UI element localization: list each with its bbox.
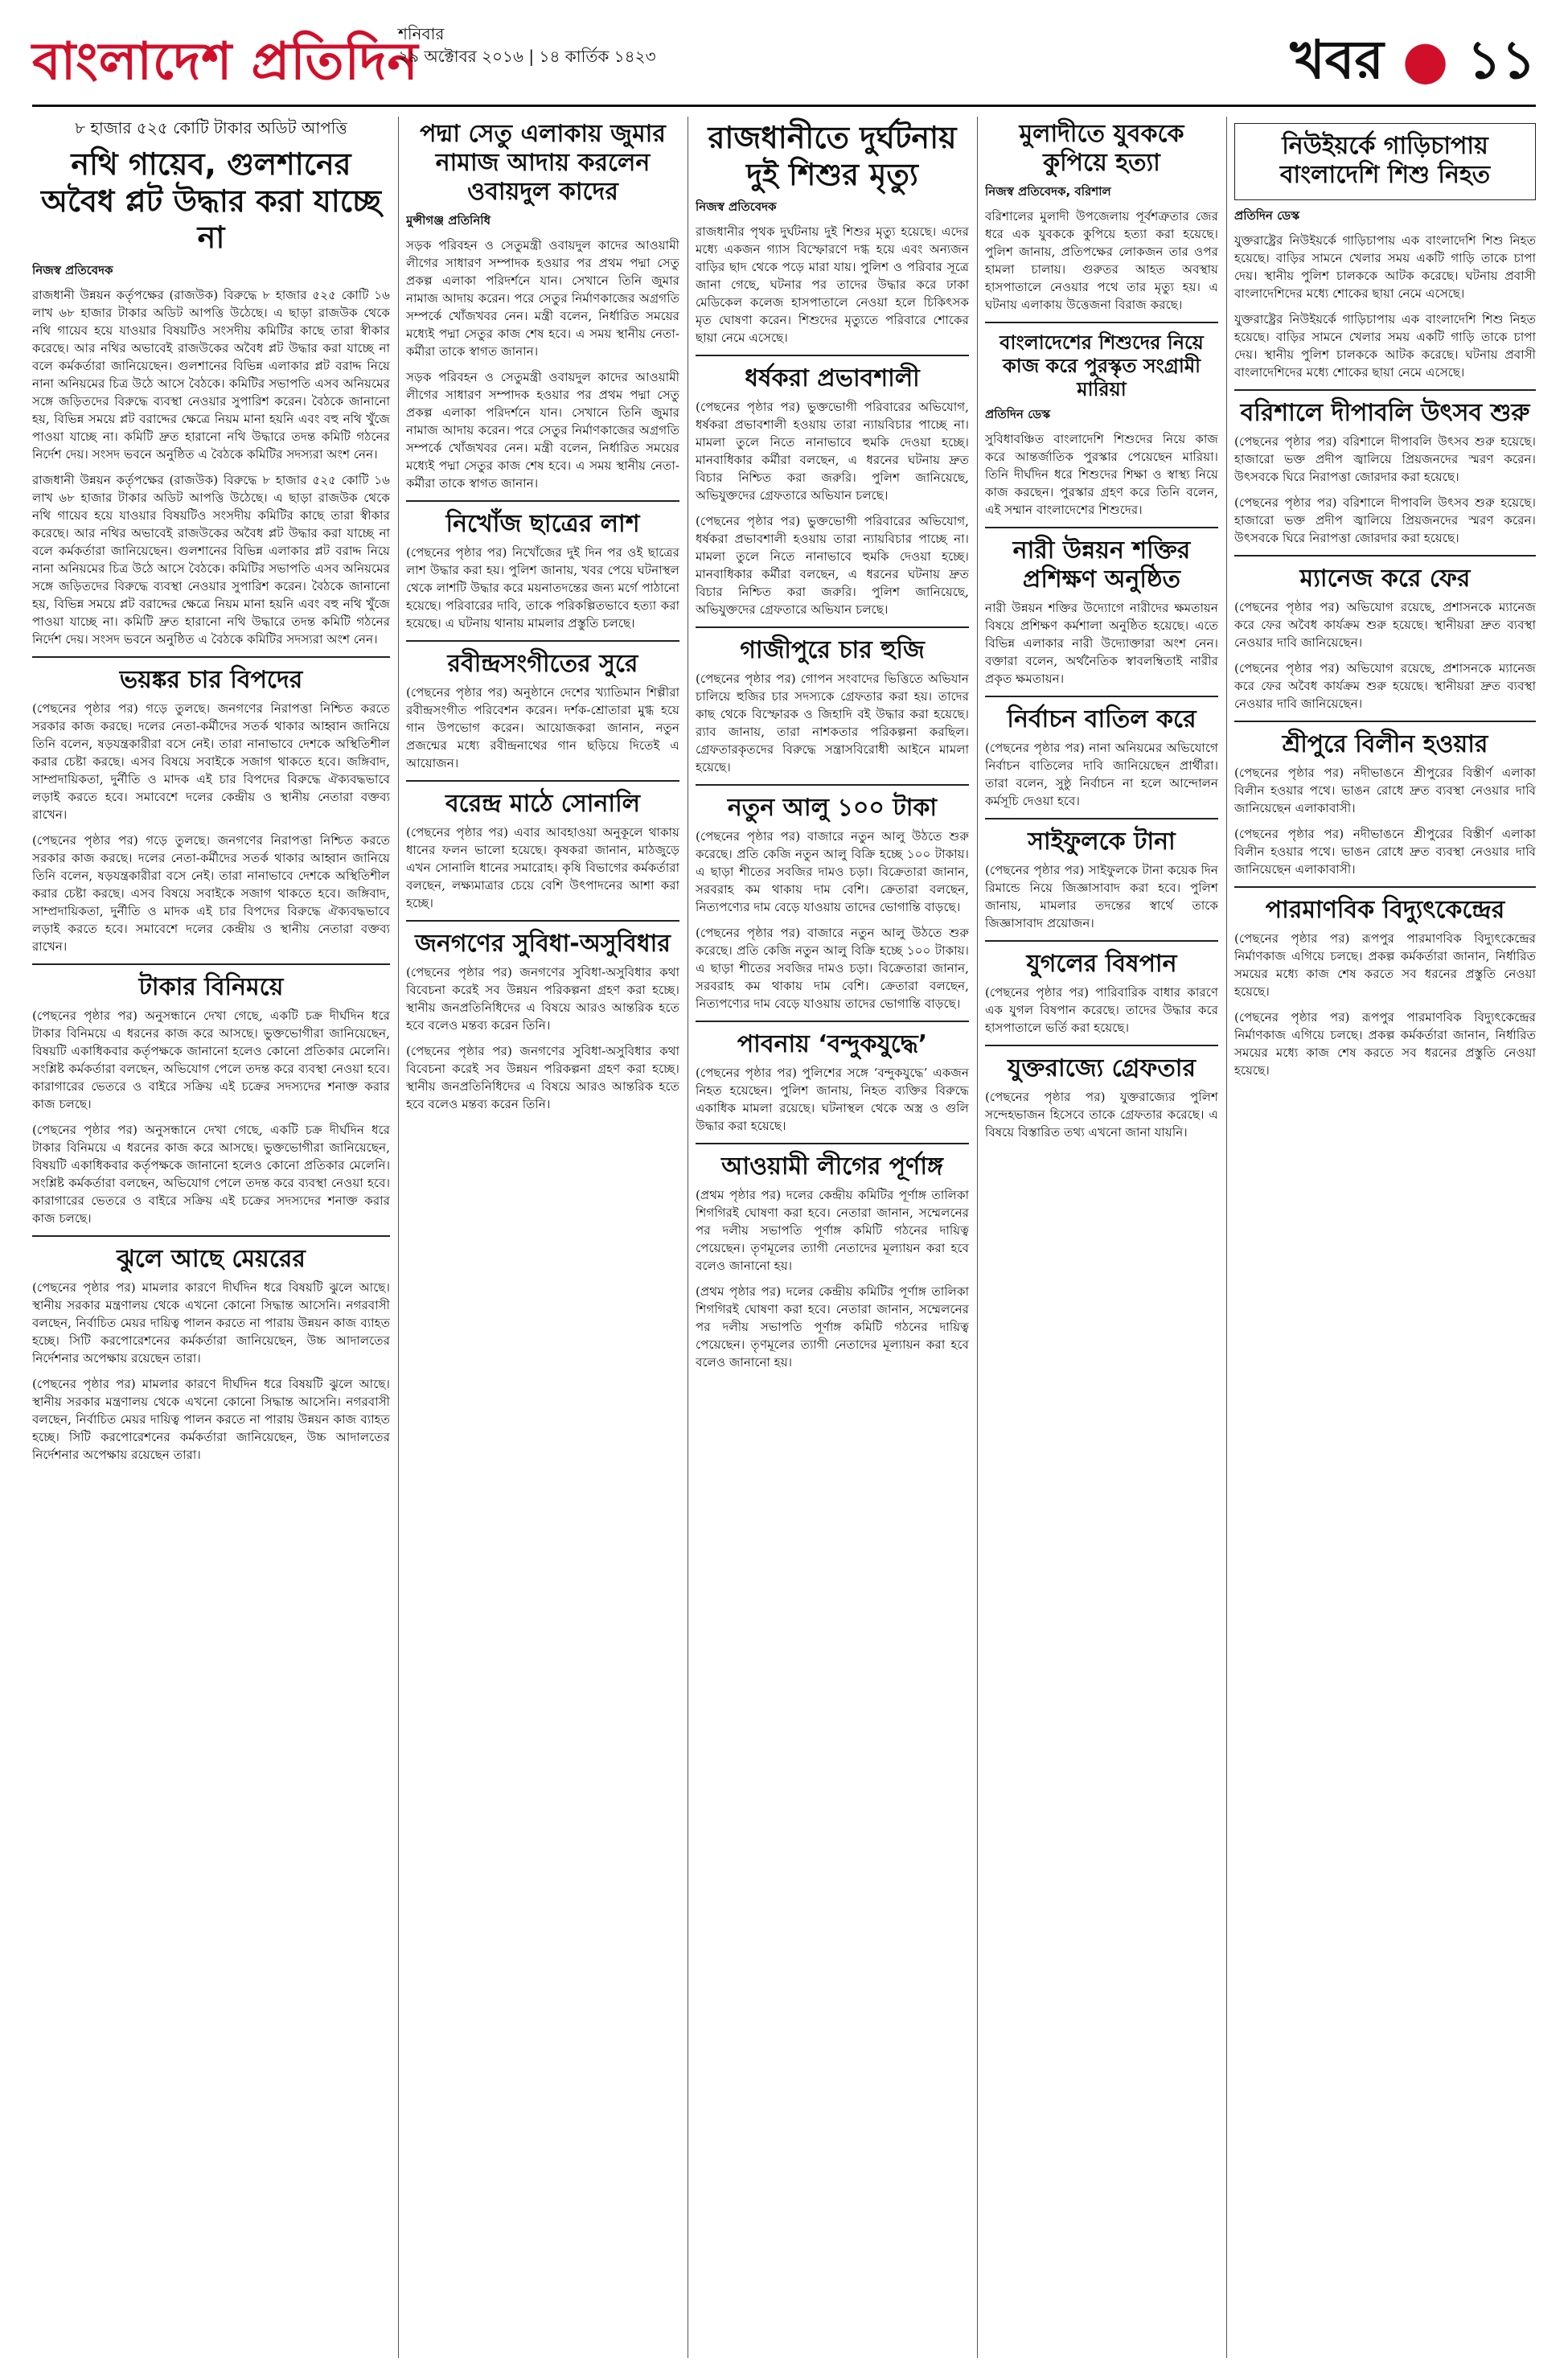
article-body-cont: (পেছনের পৃষ্ঠার পর) নদীভাঙনে শ্রীপুরের বিস্তীর্ণ এলাকা বিলীন হওয়ার পথে। ভাঙন রোধে দ্রুত ব্যবস্থা নেওয়ার দাবি জানিয়েছেন এলাকাবাসী। — [1234, 827, 1536, 877]
article-headline: নিখোঁজ ছাত্রের লাশ — [445, 510, 640, 538]
article-kicker: ৮ হাজার ৫২৫ কোটি টাকার অডিট আপত্তি — [75, 118, 347, 138]
article-body: (পেছনের পৃষ্ঠার পর) বাজারে নতুন আলু উঠতে শুরু করেছে। প্রতি কেজি নতুন আলু বিক্রি হচ্ছে ১০০ টাকায়। এ ছাড়া শীতের সবজির দামও চড়া। বিক্রেতারা জানান, সরবরাহ কম থাকায় দাম বেশি। ক্রেতারা বলছেন, নিত্যপণ্যের দাম বেড়ে যাওয়ায় তাদের ভোগান্তি বাড়ছে। — [696, 829, 969, 915]
divider — [32, 1235, 390, 1237]
divider — [406, 640, 679, 642]
divider — [406, 500, 679, 502]
article-body-cont: (পেছনের পৃষ্ঠার পর) অনুসন্ধানে দেখা গেছে, একটি চক্র দীর্ঘদিন ধরে টাকার বিনিময়ে এ ধরনের কাজ করে আসছে। ভুক্তভোগীরা জানিয়েছেন, বিষয়টি একাধিকবার কর্তৃপক্ষকে জানানো হলেও কোনো প্রতিকার মেলেনি। সংশ্লিষ্ট কর্মকর্তারা বলছেন, অভিযোগ পেলে তদন্ত করে ব্যবস্থা নেওয়া হবে। কারাগারের ভেতরে ও বাইরে সক্রিয় এই চক্রের সদস্যদের শনাক্ত করার কাজ চলছে। — [32, 1122, 390, 1226]
column-5 — [1234, 117, 1536, 2358]
divider — [1234, 886, 1536, 888]
section-header — [1290, 19, 1536, 108]
article-body: (পেছনের পৃষ্ঠার পর) সাইফুলকে টানা কয়েক দিন রিমান্ডে নিয়ে জিজ্ঞাসাবাদ করা হবে। পুলিশ জানায়, মামলার তদন্তের স্বার্থে তাকে জিজ্ঞাসাবাদ প্রয়োজন। — [985, 863, 1218, 931]
article-body: (পেছনের পৃষ্ঠার পর) মামলার কারণে দীর্ঘদিন ধরে বিষয়টি ঝুলে আছে। স্থানীয় সরকার মন্ত্রণালয় থেকে এখনো কোনো সিদ্ধান্ত আসেনি। নগরবাসী বলছেন, নির্বাচিত মেয়র দায়িত্ব পালন করতে না পারায় উন্নয়ন কাজ ব্যাহত হচ্ছে। সিটি করপোরেশনের কর্মকর্তারা জানিয়েছেন, উচ্চ আদালতের নির্দেশনার অপেক্ষায় রয়েছেন তারা। — [32, 1279, 390, 1366]
article-headline: আওয়ামী লীগের পূর্ণাঙ্গ — [721, 1152, 943, 1181]
article-headline: পদ্মা সেতু এলাকায় জুমার নামাজ আদায় করলেন ওবায়দুল কাদের — [420, 120, 666, 206]
article-headline: ঝুলে আছে মেয়রের — [117, 1244, 306, 1273]
divider — [696, 1143, 969, 1144]
article-byline: নিজস্ব প্রতিবেদক — [696, 199, 777, 215]
article-headline: নথি গায়েব, গুলশানের অবৈধ প্লট উদ্ধার করা যাচ্ছে না — [41, 146, 381, 256]
article-headline: যুক্তরাজ্যে গ্রেফতার — [1008, 1054, 1196, 1083]
article-body-cont: সড়ক পরিবহন ও সেতুমন্ত্রী ওবায়দুল কাদের আওয়ামী লীগের সাধারণ সম্পাদক হওয়ার পর প্রথম পদ্মা সেতু প্রকল্প এলাকা পরিদর্শনে যান। সেখানে তিনি জুমার নামাজ আদায় করেন। পরে সেতুর নির্মাণকাজের অগ্রগতি সম্পর্কে খোঁজখবর নেন। মন্ত্রী বলেন, নির্ধারিত সময়ের মধ্যেই পদ্মা সেতুর কাজ শেষ হবে। এ সময় স্থানীয় নেতা-কর্মীরা তাকে স্বাগত জানান। — [406, 370, 679, 491]
masthead — [32, 14, 1536, 103]
article-headline: বাংলাদেশের শিশুদের নিয়ে কাজ করে পুরস্কৃত সংগ্রামী মারিয়া — [999, 331, 1204, 400]
article-headline: মুলাদীতে যুবককে কুপিয়ে হত্যা — [1019, 120, 1184, 177]
article-body: (পেছনের পৃষ্ঠার পর) অনুষ্ঠানে দেশের খ্যাতিমান শিল্পীরা রবীন্দ্রসংগীত পরিবেশন করেন। দর্শক-শ্রোতারা মুগ্ধ হয়ে গান উপভোগ করেন। আয়োজকরা জানান, নতুন প্রজন্মের মধ্যে রবীন্দ্রনাথের গান ছড়িয়ে দিতেই এ আয়োজন। — [406, 685, 679, 770]
article-body-cont: (পেছনের পৃষ্ঠার পর) জনগণের সুবিধা-অসুবিধার কথা বিবেচনা করেই সব উন্নয়ন পরিকল্পনা গ্রহণ করা হচ্ছে। স্থানীয় জনপ্রতিনিধিদের এ বিষয়ে আরও আন্তরিক হতে হবে বলেও মন্তব্য করেন তিনি। — [406, 1044, 679, 1111]
article-headline: শ্রীপুরে বিলীন হওয়ার — [1282, 730, 1488, 758]
article-body-cont: (প্রথম পৃষ্ঠার পর) দলের কেন্দ্রীয় কমিটির পূর্ণাঙ্গ তালিকা শিগগিরই ঘোষণা করা হবে। নেতারা জানান, সম্মেলনের পর দলীয় সভাপতি পূর্ণাঙ্গ কমিটি গঠনের দায়িত্ব পেয়েছেন। তৃণমূলের ত্যাগী নেতাদের মূল্যায়ন করা হবে বলেও জানানো হয়। — [696, 1284, 969, 1370]
column-3 — [696, 117, 969, 2358]
article-headline: পারমাণবিক বিদ্যুৎকেন্দ্রের — [1265, 896, 1505, 924]
article-body: (পেছনের পৃষ্ঠার পর) যুক্তরাজ্যের পুলিশ সন্দেহভাজন হিসেবে তাকে গ্রেফতার করেছে। এ বিষয়ে বিস্তারিত তথ্য এখনো জানা যায়নি। — [985, 1090, 1218, 1140]
article-body-cont: (পেছনের পৃষ্ঠার পর) বরিশালে দীপাবলি উৎসব শুরু হয়েছে। হাজারো ভক্ত প্রদীপ জ্বালিয়ে প্রিয়জনদের স্মরণ করেন। উৎসবকে ঘিরে নিরাপত্তা জোরদার করা হয়েছে। — [1234, 495, 1536, 545]
article-body: (পেছনের পৃষ্ঠার পর) রূপপুর পারমাণবিক বিদ্যুৎকেন্দ্রের নির্মাণকাজ এগিয়ে চলছে। প্রকল্প কর্মকর্তারা জানান, নির্ধারিত সময়ের মধ্যে কাজ শেষ করতে সব ধরনের প্রস্তুতি নেওয়া হয়েছে। — [1234, 931, 1536, 999]
article-headline: টাকার বিনিময়ে — [138, 972, 284, 1001]
divider — [985, 940, 1218, 942]
masthead-rule — [32, 105, 1536, 107]
article-headline: রবীন্দ্রসংগীতের সুরে — [447, 650, 638, 678]
article-body: সুবিধাবঞ্চিত বাংলাদেশি শিশুদের নিয়ে কাজ করে আন্তর্জাতিক পুরস্কার পেয়েছেন মারিয়া। তিনি দীর্ঘদিন ধরে শিশুদের শিক্ষা ও স্বাস্থ্য নিয়ে কাজ করছেন। পুরস্কার গ্রহণ করে তিনি বলেন, এই সম্মান বাংলাদেশের শিশুদের। — [985, 432, 1218, 518]
article-body: (পেছনের পৃষ্ঠার পর) ভুক্তভোগী পরিবারের অভিযোগ, ধর্ষকরা প্রভাবশালী হওয়ায় তারা ন্যায়বিচার পাচ্ছে না। মামলা তুলে নিতে নানাভাবে হুমকি দেওয়া হচ্ছে। মানবাধিকার কর্মীরা বলছেন, এ ধরনের ঘটনায় দ্রুত বিচার নিশ্চিত করা জরুরি। পুলিশ জানিয়েছে, অভিযুক্তদের গ্রেফতারে অভিযান চলছে। — [696, 400, 969, 503]
article-body-cont: (পেছনের পৃষ্ঠার পর) বাজারে নতুন আলু উঠতে শুরু করেছে। প্রতি কেজি নতুন আলু বিক্রি হচ্ছে ১০০ টাকায়। এ ছাড়া শীতের সবজির দামও চড়া। বিক্রেতারা জানান, সরবরাহ কম থাকায় দাম বেশি। ক্রেতারা বলছেন, নিত্যপণ্যের দাম বেড়ে যাওয়ায় তাদের ভোগান্তি বাড়ছে। — [696, 926, 969, 1012]
divider — [32, 656, 390, 658]
article-body-cont: যুক্তরাষ্ট্রের নিউইয়র্কে গাড়িচাপায় এক বাংলাদেশি শিশু নিহত হয়েছে। বাড়ির সামনে খেলার সময় একটি গাড়ি তাকে চাপা দেয়। স্থানীয় পুলিশ চালককে আটক করেছে। ঘটনায় প্রবাসী বাংলাদেশিদের মধ্যে শোকের ছায়া নেমে এসেছে। — [1234, 312, 1536, 380]
article-body: (পেছনের পৃষ্ঠার পর) নদীভাঙনে শ্রীপুরের বিস্তীর্ণ এলাকা বিলীন হওয়ার পথে। ভাঙন রোধে দ্রুত ব্যবস্থা নেওয়ার দাবি জানিয়েছেন এলাকাবাসী। — [1234, 766, 1536, 815]
article-headline: সাইফুলকে টানা — [1028, 828, 1176, 856]
article-headline: পাবনায় ‘বন্দুকযুদ্ধে’ — [737, 1030, 928, 1059]
issue-day: শনিবার — [398, 24, 445, 43]
article-body-cont: রাজধানী উন্নয়ন কর্তৃপক্ষের (রাজউক) বিরুদ্ধে ৮ হাজার ৫২৫ কোটি ১৬ লাখ ৬৮ হাজার টাকার অডিট আপত্তি উঠেছে। এ ছাড়া রাজউক থেকে নথি গায়েব হয়ে যাওয়ার বিষয়টিও সংসদীয় কমিটির কাছে তারা স্বীকার করেছে। আর নথির অভাবেই রাজউকের অবৈধ প্লট উদ্ধার করা যাচ্ছে না বলে কর্মকর্তারা জানিয়েছেন। গুলশানের বিভিন্ন এলাকার প্লট বরাদ্দ নিয়ে নানা অনিয়মের চিত্র উঠে আসে বৈঠকে। কমিটির সভাপতি এসব অনিয়মের সঙ্গে জড়িতদের বিরুদ্ধে ব্যবস্থা নেওয়ার সুপারিশ করেন। বৈঠকে জানানো হয়, বিভিন্ন সময়ে প্লট বরাদ্দের ক্ষেত্রে নিয়ম মানা হয়নি এবং বহু নথি খুঁজে পাওয়া যাচ্ছে না। কমিটি দ্রুত হারানো নথি উদ্ধারে তদন্ত কমিটি গঠনের নির্দেশ দেয়। সংসদ ভবনে অনুষ্ঠিত এ বৈঠকে কমিটির সদস্যরা অংশ নেন। — [32, 472, 390, 647]
article-headline: বরিশালে দীপাবলি উৎসব শুরু — [1240, 399, 1530, 427]
column-1 — [32, 117, 390, 2358]
divider — [406, 780, 679, 782]
newspaper-logo: বাংলাদেশ প্রতিদিন — [32, 32, 419, 92]
article-body: রাজধানীর পৃথক দুর্ঘটনায় দুই শিশুর মৃত্যু হয়েছে। এদের মধ্যে একজন গ্যাস বিস্ফোরণে দগ্ধ হয়ে এবং অন্যজন বাড়ির ছাদ থেকে পড়ে মারা যায়। পুলিশ ও পরিবার সূত্রে জানা গেছে, ঘটনার পর তাদের উদ্ধার করে ঢাকা মেডিকেল কলেজ হাসপাতালে নেওয়া হলে চিকিৎসক মৃত ঘোষণা করেন। শিশুদের মৃত্যুতে পরিবারে শোকের ছায়া নেমে এসেছে। — [696, 224, 969, 346]
section-dot-icon: ● — [1402, 29, 1449, 91]
article-headline: নতুন আলু ১০০ টাকা — [727, 794, 938, 823]
article-headline: নারী উন্নয়ন শক্তির প্রশিক্ষণ অনুষ্ঠিত — [1012, 536, 1191, 594]
divider — [985, 322, 1218, 323]
article-headline: জনগণের সুবিধা-অসুবিধার — [415, 930, 671, 958]
divider — [696, 355, 969, 356]
article-body: বরিশালের মুলাদী উপজেলায় পূর্বশত্রুতার জের ধরে এক যুবককে কুপিয়ে হত্যা করা হয়েছে। পুলিশ জানায়, প্রতিপক্ষের লোকজন তার ওপর হামলা চালায়। গুরুতর আহত অবস্থায় হাসপাতালে নেওয়ার পথে তার মৃত্যু হয়। এ ঘটনায় এলাকায় উত্তেজনা বিরাজ করছে। — [985, 209, 1218, 312]
article-headline: নির্বাচন বাতিল করে — [1007, 705, 1197, 734]
article-body: (পেছনের পৃষ্ঠার পর) জনগণের সুবিধা-অসুবিধার কথা বিবেচনা করেই সব উন্নয়ন পরিকল্পনা গ্রহণ করা হচ্ছে। স্থানীয় জনপ্রতিনিধিদের এ বিষয়ে আরও আন্তরিক হতে হবে বলেও মন্তব্য করেন তিনি। — [406, 965, 679, 1033]
article-headline: ম্যানেজ করে ফের — [1299, 565, 1471, 593]
issue-date: ২৯ অক্টোবর ২০১৬ | ১৪ কার্তিক ১৪২৩ — [398, 47, 656, 66]
article-body-cont: (পেছনের পৃষ্ঠার পর) গড়ে তুলছে। জনগণের নিরাপত্তা নিশ্চিত করতে সরকার কাজ করছে। দলের নেতা-কর্মীদের সতর্ক থাকার আহ্বান জানিয়ে তিনি বলেন, ষড়যন্ত্রকারীরা বসে নেই। তারা নানাভাবে দেশকে অস্থিতিশীল করার চেষ্টা করছে। এসব বিষয়ে সবাইকে সজাগ থাকতে হবে। জঙ্গিবাদ, সাম্প্রদায়িকতা, দুর্নীতি ও মাদক এই চার বিপদের বিরুদ্ধে ঐক্যবদ্ধভাবে লড়াই করতে হবে। সমাবেশে দলের কেন্দ্রীয় ও স্থানীয় নেতারা বক্তব্য রাখেন। — [32, 832, 390, 954]
section-name: খবর — [1290, 29, 1384, 91]
article-body: যুক্তরাষ্ট্রের নিউইয়র্কে গাড়িচাপায় এক বাংলাদেশি শিশু নিহত হয়েছে। বাড়ির সামনে খেলার সময় একটি গাড়ি তাকে চাপা দেয়। স্থানীয় পুলিশ চালককে আটক করেছে। ঘটনায় প্রবাসী বাংলাদেশিদের মধ্যে শোকের ছায়া নেমে এসেছে। — [1234, 233, 1536, 301]
column-rule — [398, 117, 399, 2358]
article-body: (পেছনের পৃষ্ঠার পর) গড়ে তুলছে। জনগণের নিরাপত্তা নিশ্চিত করতে সরকার কাজ করছে। দলের নেতা-কর্মীদের সতর্ক থাকার আহ্বান জানিয়ে তিনি বলেন, ষড়যন্ত্রকারীরা বসে নেই। তারা নানাভাবে দেশকে অস্থিতিশীল করার চেষ্টা করছে। এসব বিষয়ে সবাইকে সজাগ থাকতে হবে। জঙ্গিবাদ, সাম্প্রদায়িকতা, দুর্নীতি ও মাদক এই চার বিপদের বিরুদ্ধে ঐক্যবদ্ধভাবে লড়াই করতে হবে। সমাবেশে দলের কেন্দ্রীয় ও স্থানীয় নেতারা বক্তব্য রাখেন। — [32, 700, 390, 822]
article-body: রাজধানী উন্নয়ন কর্তৃপক্ষের (রাজউক) বিরুদ্ধে ৮ হাজার ৫২৫ কোটি ১৬ লাখ ৬৮ হাজার টাকার অডিট আপত্তি উঠেছে। এ ছাড়া রাজউক থেকে নথি গায়েব হয়ে যাওয়ার বিষয়টিও সংসদীয় কমিটির কাছে তারা স্বীকার করেছে। আর নথির অভাবেই রাজউকের অবৈধ প্লট উদ্ধার করা যাচ্ছে না বলে কর্মকর্তারা জানিয়েছেন। গুলশানের বিভিন্ন এলাকার প্লট বরাদ্দ নিয়ে নানা অনিয়মের চিত্র উঠে আসে বৈঠকে। কমিটির সভাপতি এসব অনিয়মের সঙ্গে জড়িতদের বিরুদ্ধে ব্যবস্থা নেওয়ার সুপারিশ করেন। বৈঠকে জানানো হয়, বিভিন্ন সময়ে প্লট বরাদ্দের ক্ষেত্রে নিয়ম মানা হয়নি এবং বহু নথি খুঁজে পাওয়া যাচ্ছে না। কমিটি দ্রুত হারানো নথি উদ্ধারে তদন্ত কমিটি গঠনের নির্দেশ দেয়। সংসদ ভবনে অনুষ্ঠিত এ বৈঠকে কমিটির সদস্যরা অংশ নেন। — [32, 287, 390, 462]
divider — [696, 784, 969, 786]
divider — [1234, 721, 1536, 722]
article-byline: প্রতিদিন ডেস্ক — [985, 407, 1051, 422]
article-body: (পেছনের পৃষ্ঠার পর) গোপন সংবাদের ভিত্তিতে অভিযান চালিয়ে হুজির চার সদস্যকে গ্রেফতার করা হয়। তাদের কাছ থেকে বিস্ফোরক ও জিহাদি বই উদ্ধার করা হয়েছে। র‌্যাব জানায়, তারা নাশকতার পরিকল্পনা করছিল। গ্রেফতারকৃতদের বিরুদ্ধে সন্ত্রাসবিরোধী আইনে মামলা হয়েছে। — [696, 672, 969, 775]
article-headline: নিউইয়র্কে গাড়িচাপায় বাংলাদেশি শিশু নিহত — [1279, 132, 1491, 189]
divider — [1234, 389, 1536, 391]
article-body: সড়ক পরিবহন ও সেতুমন্ত্রী ওবায়দুল কাদের আওয়ামী লীগের সাধারণ সম্পাদক হওয়ার পর প্রথম পদ্মা সেতু প্রকল্প এলাকা পরিদর্শনে যান। সেখানে তিনি জুমার নামাজ আদায় করেন। পরে সেতুর নির্মাণকাজের অগ্রগতি সম্পর্কে খোঁজখবর নেন। মন্ত্রী বলেন, নির্ধারিত সময়ের মধ্যেই পদ্মা সেতুর কাজ শেষ হবে। এ সময় স্থানীয় নেতা-কর্মীরা তাকে স্বাগত জানান। — [406, 238, 679, 359]
article-body-cont: (পেছনের পৃষ্ঠার পর) রূপপুর পারমাণবিক বিদ্যুৎকেন্দ্রের নির্মাণকাজ এগিয়ে চলছে। প্রকল্প কর্মকর্তারা জানান, নির্ধারিত সময়ের মধ্যে কাজ শেষ করতে সব ধরনের প্রস্তুতি নেওয়া হয়েছে। — [1234, 1010, 1536, 1078]
article-body: (পেছনের পৃষ্ঠার পর) অভিযোগ রয়েছে, প্রশাসনকে ম্যানেজ করে ফের অবৈধ কার্যক্রম শুরু হয়েছে। স্থানীয়রা দ্রুত ব্যবস্থা নেওয়ার দাবি জানিয়েছেন। — [1234, 600, 1536, 650]
article-headline: বরেন্দ্র মাঠে সোনালি — [445, 790, 641, 818]
article-body: (প্রথম পৃষ্ঠার পর) দলের কেন্দ্রীয় কমিটির পূর্ণাঙ্গ তালিকা শিগগিরই ঘোষণা করা হবে। নেতারা জানান, সম্মেলনের পর দলীয় সভাপতি পূর্ণাঙ্গ কমিটি গঠনের দায়িত্ব পেয়েছেন। তৃণমূলের ত্যাগী নেতাদের মূল্যায়ন করা হবে বলেও জানানো হয়। — [696, 1188, 969, 1274]
article-headline: ভয়ঙ্কর চার বিপদের — [119, 665, 303, 694]
article-byline: নিজস্ব প্রতিবেদক — [32, 262, 113, 277]
divider — [696, 1021, 969, 1022]
article-byline: প্রতিদিন ডেস্ক — [1234, 208, 1300, 223]
article-headline: যুগলের বিষপান — [1026, 950, 1177, 979]
divider — [696, 626, 969, 628]
article-headline: রাজধানীতে দুর্ঘটনায় দুই শিশুর মৃত্যু — [708, 120, 957, 192]
article-body: (পেছনের পৃষ্ঠার পর) পারিবারিক বাধার কারণে এক যুগল বিষপান করেছে। তাদের উদ্ধার করে হাসপাতালে ভর্তি করা হয়েছে। — [985, 985, 1218, 1036]
page-number: ১১ — [1467, 29, 1536, 91]
divider — [985, 527, 1218, 528]
article-headline: ধর্ষকরা প্রভাবশালী — [745, 364, 920, 393]
divider — [1234, 555, 1536, 557]
article-body: (পেছনের পৃষ্ঠার পর) পুলিশের সঙ্গে ‘বন্দুকযুদ্ধে’ একজন নিহত হয়েছেন। পুলিশ জানায়, নিহত ব্যক্তির বিরুদ্ধে একাধিক মামলা রয়েছে। ঘটনাস্থল থেকে অস্ত্র ও গুলি উদ্ধার করা হয়েছে। — [696, 1066, 969, 1134]
column-rule — [1226, 117, 1227, 2358]
divider — [406, 920, 679, 922]
article-body: (পেছনের পৃষ্ঠার পর) নিখোঁজের দুই দিন পর ওই ছাত্রের লাশ উদ্ধার করা হয়। পুলিশ জানায়, খবর পেয়ে ঘটনাস্থল থেকে লাশটি উদ্ধার করে ময়নাতদন্তের জন্য মর্গে পাঠানো হয়েছে। পরিবারের দাবি, তাকে পরিকল্পিতভাবে হত্যা করা হয়েছে। এ ঘটনায় থানায় মামলার প্রস্তুতি চলছে। — [406, 545, 679, 630]
article-body: (পেছনের পৃষ্ঠার পর) এবার আবহাওয়া অনুকূলে থাকায় ধানের ফলন ভালো হয়েছে। কৃষকরা জানান, মাঠজুড়ে এখন সোনালি ধানের সমারোহ। কৃষি বিভাগের কর্মকর্তারা বলছেন, লক্ষ্যমাত্রার চেয়ে বেশি উৎপাদনের আশা করা হচ্ছে। — [406, 825, 679, 910]
article-body: নারী উন্নয়ন শক্তির উদ্যোগে নারীদের ক্ষমতায়ন বিষয়ে প্রশিক্ষণ কর্মশালা অনুষ্ঠিত হয়েছে। এতে বিভিন্ন এলাকার নারী উদ্যোক্তারা অংশ নেন। বক্তারা বলেন, অর্থনৈতিক স্বাবলম্বিতাই নারীর প্রকৃত ক্ষমতায়ন। — [985, 601, 1218, 687]
article-body-cont: (পেছনের পৃষ্ঠার পর) ভুক্তভোগী পরিবারের অভিযোগ, ধর্ষকরা প্রভাবশালী হওয়ায় তারা ন্যায়বিচার পাচ্ছে না। মামলা তুলে নিতে নানাভাবে হুমকি দেওয়া হচ্ছে। মানবাধিকার কর্মীরা বলছেন, এ ধরনের ঘটনায় দ্রুত বিচার নিশ্চিত করা জরুরি। পুলিশ জানিয়েছে, অভিযুক্তদের গ্রেফতারে অভিযান চলছে। — [696, 514, 969, 618]
article-byline: নিজস্ব প্রতিবেদক, বরিশাল — [985, 184, 1111, 199]
column-2 — [406, 117, 679, 2358]
article-body-cont: (পেছনের পৃষ্ঠার পর) অভিযোগ রয়েছে, প্রশাসনকে ম্যানেজ করে ফের অবৈধ কার্যক্রম শুরু হয়েছে। স্থানীয়রা দ্রুত ব্যবস্থা নেওয়ার দাবি জানিয়েছেন। — [1234, 661, 1536, 711]
divider — [985, 1045, 1218, 1046]
divider — [985, 696, 1218, 697]
article-body: (পেছনের পৃষ্ঠার পর) বরিশালে দীপাবলি উৎসব শুরু হয়েছে। হাজারো ভক্ত প্রদীপ জ্বালিয়ে প্রিয়জনদের স্মরণ করেন। উৎসবকে ঘিরে নিরাপত্তা জোরদার করা হয়েছে। — [1234, 434, 1536, 484]
article-headline: গাজীপুরে চার হুজি — [740, 636, 925, 665]
divider — [32, 963, 390, 965]
article-body: (পেছনের পৃষ্ঠার পর) নানা অনিয়মের অভিযোগে নির্বাচন বাতিলের দাবি জানিয়েছেন প্রার্থীরা। তারা বলেন, সুষ্ঠু নির্বাচন না হলে আন্দোলন কর্মসূচি দেওয়া হবে। — [985, 741, 1218, 809]
boxed-headline — [1234, 123, 1536, 200]
column-rule — [977, 117, 978, 2358]
issue-info — [398, 23, 656, 68]
article-byline: মুন্সীগঞ্জ প্রতিনিধি — [406, 213, 491, 228]
divider — [985, 818, 1218, 819]
column-4 — [985, 117, 1218, 2358]
article-body: (পেছনের পৃষ্ঠার পর) অনুসন্ধানে দেখা গেছে, একটি চক্র দীর্ঘদিন ধরে টাকার বিনিময়ে এ ধরনের কাজ করে আসছে। ভুক্তভোগীরা জানিয়েছেন, বিষয়টি একাধিকবার কর্তৃপক্ষকে জানানো হলেও কোনো প্রতিকার মেলেনি। সংশ্লিষ্ট কর্মকর্তারা বলছেন, অভিযোগ পেলে তদন্ত করে ব্যবস্থা নেওয়া হবে। কারাগারের ভেতরে ও বাইরে সক্রিয় এই চক্রের সদস্যদের শনাক্ত করার কাজ চলছে। — [32, 1008, 390, 1111]
article-body-cont: (পেছনের পৃষ্ঠার পর) মামলার কারণে দীর্ঘদিন ধরে বিষয়টি ঝুলে আছে। স্থানীয় সরকার মন্ত্রণালয় থেকে এখনো কোনো সিদ্ধান্ত আসেনি। নগরবাসী বলছেন, নির্বাচিত মেয়র দায়িত্ব পালন করতে না পারায় উন্নয়ন কাজ ব্যাহত হচ্ছে। সিটি করপোরেশনের কর্মকর্তারা জানিয়েছেন, উচ্চ আদালতের নির্দেশনার অপেক্ষায় রয়েছেন তারা। — [32, 1376, 390, 1462]
